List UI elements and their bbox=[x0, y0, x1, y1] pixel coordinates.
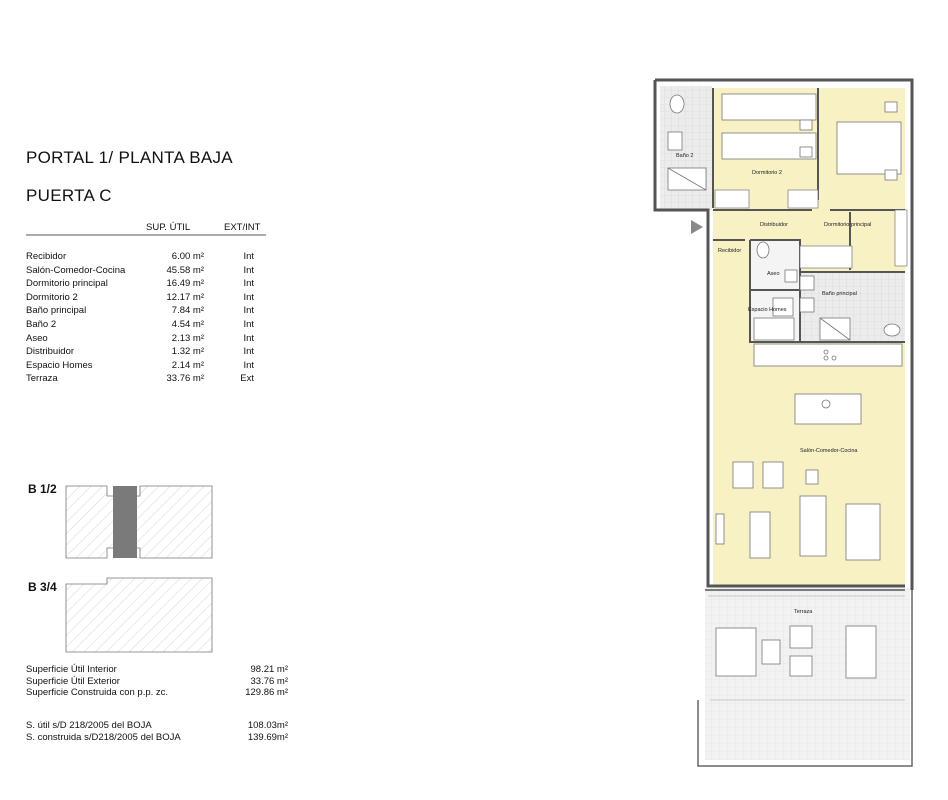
label-salon: Salón-Comedor-Cocina bbox=[800, 448, 858, 454]
room-type: Int bbox=[243, 278, 254, 290]
portal-title: PORTAL 1/ PLANTA BAJA bbox=[26, 148, 233, 167]
room-name: Espacio Homes bbox=[26, 359, 93, 371]
room-name: Baño 2 bbox=[26, 318, 57, 330]
room-name: Dormitorio 2 bbox=[26, 291, 78, 303]
door-title: PUERTA C bbox=[26, 186, 112, 205]
room-type: Int bbox=[243, 305, 254, 317]
label-recibidor: Recibidor bbox=[718, 248, 742, 254]
label-terraza: Terraza bbox=[794, 609, 813, 615]
room-area: 12.17 m² bbox=[166, 291, 204, 303]
room-name: Terraza bbox=[26, 373, 58, 385]
boja-row-label: S. útil s/D 218/2005 del BOJA bbox=[26, 720, 152, 731]
column-header-area: SUP. ÚTIL bbox=[146, 222, 191, 233]
room-area: 4.54 m² bbox=[171, 318, 204, 330]
room-type: Int bbox=[243, 346, 254, 358]
room-area: 6.00 m² bbox=[171, 251, 204, 262]
entry-arrow-icon bbox=[691, 220, 703, 234]
room-name: Recibidor bbox=[26, 251, 67, 262]
room-name: Distribuidor bbox=[26, 346, 75, 358]
room-type: Int bbox=[243, 318, 254, 330]
room-name: Salón-Comedor-Cocina bbox=[26, 264, 126, 276]
room-type: Int bbox=[243, 291, 254, 303]
room-type: Int bbox=[243, 264, 254, 276]
room-type: Int bbox=[243, 359, 254, 371]
total-row-label: Superficie Útil Interior bbox=[26, 664, 117, 675]
room-name: Dormitorio principal bbox=[26, 278, 108, 290]
boja-row-value: 108.03m² bbox=[247, 720, 288, 731]
total-row-value: 129.86 m² bbox=[245, 687, 288, 698]
room-area: 2.14 m² bbox=[171, 359, 204, 371]
column-header-type: EXT/INT bbox=[224, 222, 261, 233]
key-plan-label-b12: B 1/2 bbox=[28, 482, 57, 496]
room-area: 1.32 m² bbox=[171, 346, 204, 358]
room-area: 7.84 m² bbox=[171, 305, 204, 317]
label-bano-principal: Baño principal bbox=[822, 291, 857, 297]
label-dormitorio2: Dormitorio 2 bbox=[752, 170, 782, 176]
label-bano2: Baño 2 bbox=[676, 153, 694, 159]
room-type: Int bbox=[243, 251, 254, 262]
room-type: Ext bbox=[240, 373, 254, 385]
label-dormitorio-principal: Dormitorio principal bbox=[824, 222, 872, 228]
total-row-label: Superficie Útil Exterior bbox=[26, 675, 120, 687]
label-aseo: Aseo bbox=[767, 271, 780, 277]
boja-row-value: 139.69m² bbox=[247, 731, 288, 743]
room-area: 33.76 m² bbox=[166, 373, 204, 385]
total-row-label: Superficie Construida con p.p. zc. bbox=[26, 687, 169, 698]
total-row-value: 98.21 m² bbox=[250, 664, 288, 675]
room-area: 2.13 m² bbox=[171, 332, 204, 344]
key-plan-label-b34: B 3/4 bbox=[28, 580, 57, 594]
room-area: 45.58 m² bbox=[166, 264, 204, 276]
label-distribuidor: Distribuidor bbox=[760, 222, 788, 228]
label-espacio-homes: Espacio Homes bbox=[748, 307, 787, 313]
room-name: Baño principal bbox=[26, 305, 87, 317]
boja-row-label: S. construida s/D218/2005 del BOJA bbox=[26, 731, 181, 743]
room-name: Aseo bbox=[26, 332, 48, 344]
room-type: Int bbox=[243, 332, 254, 344]
total-row-value: 33.76 m² bbox=[250, 675, 288, 687]
room-area: 16.49 m² bbox=[166, 278, 204, 290]
